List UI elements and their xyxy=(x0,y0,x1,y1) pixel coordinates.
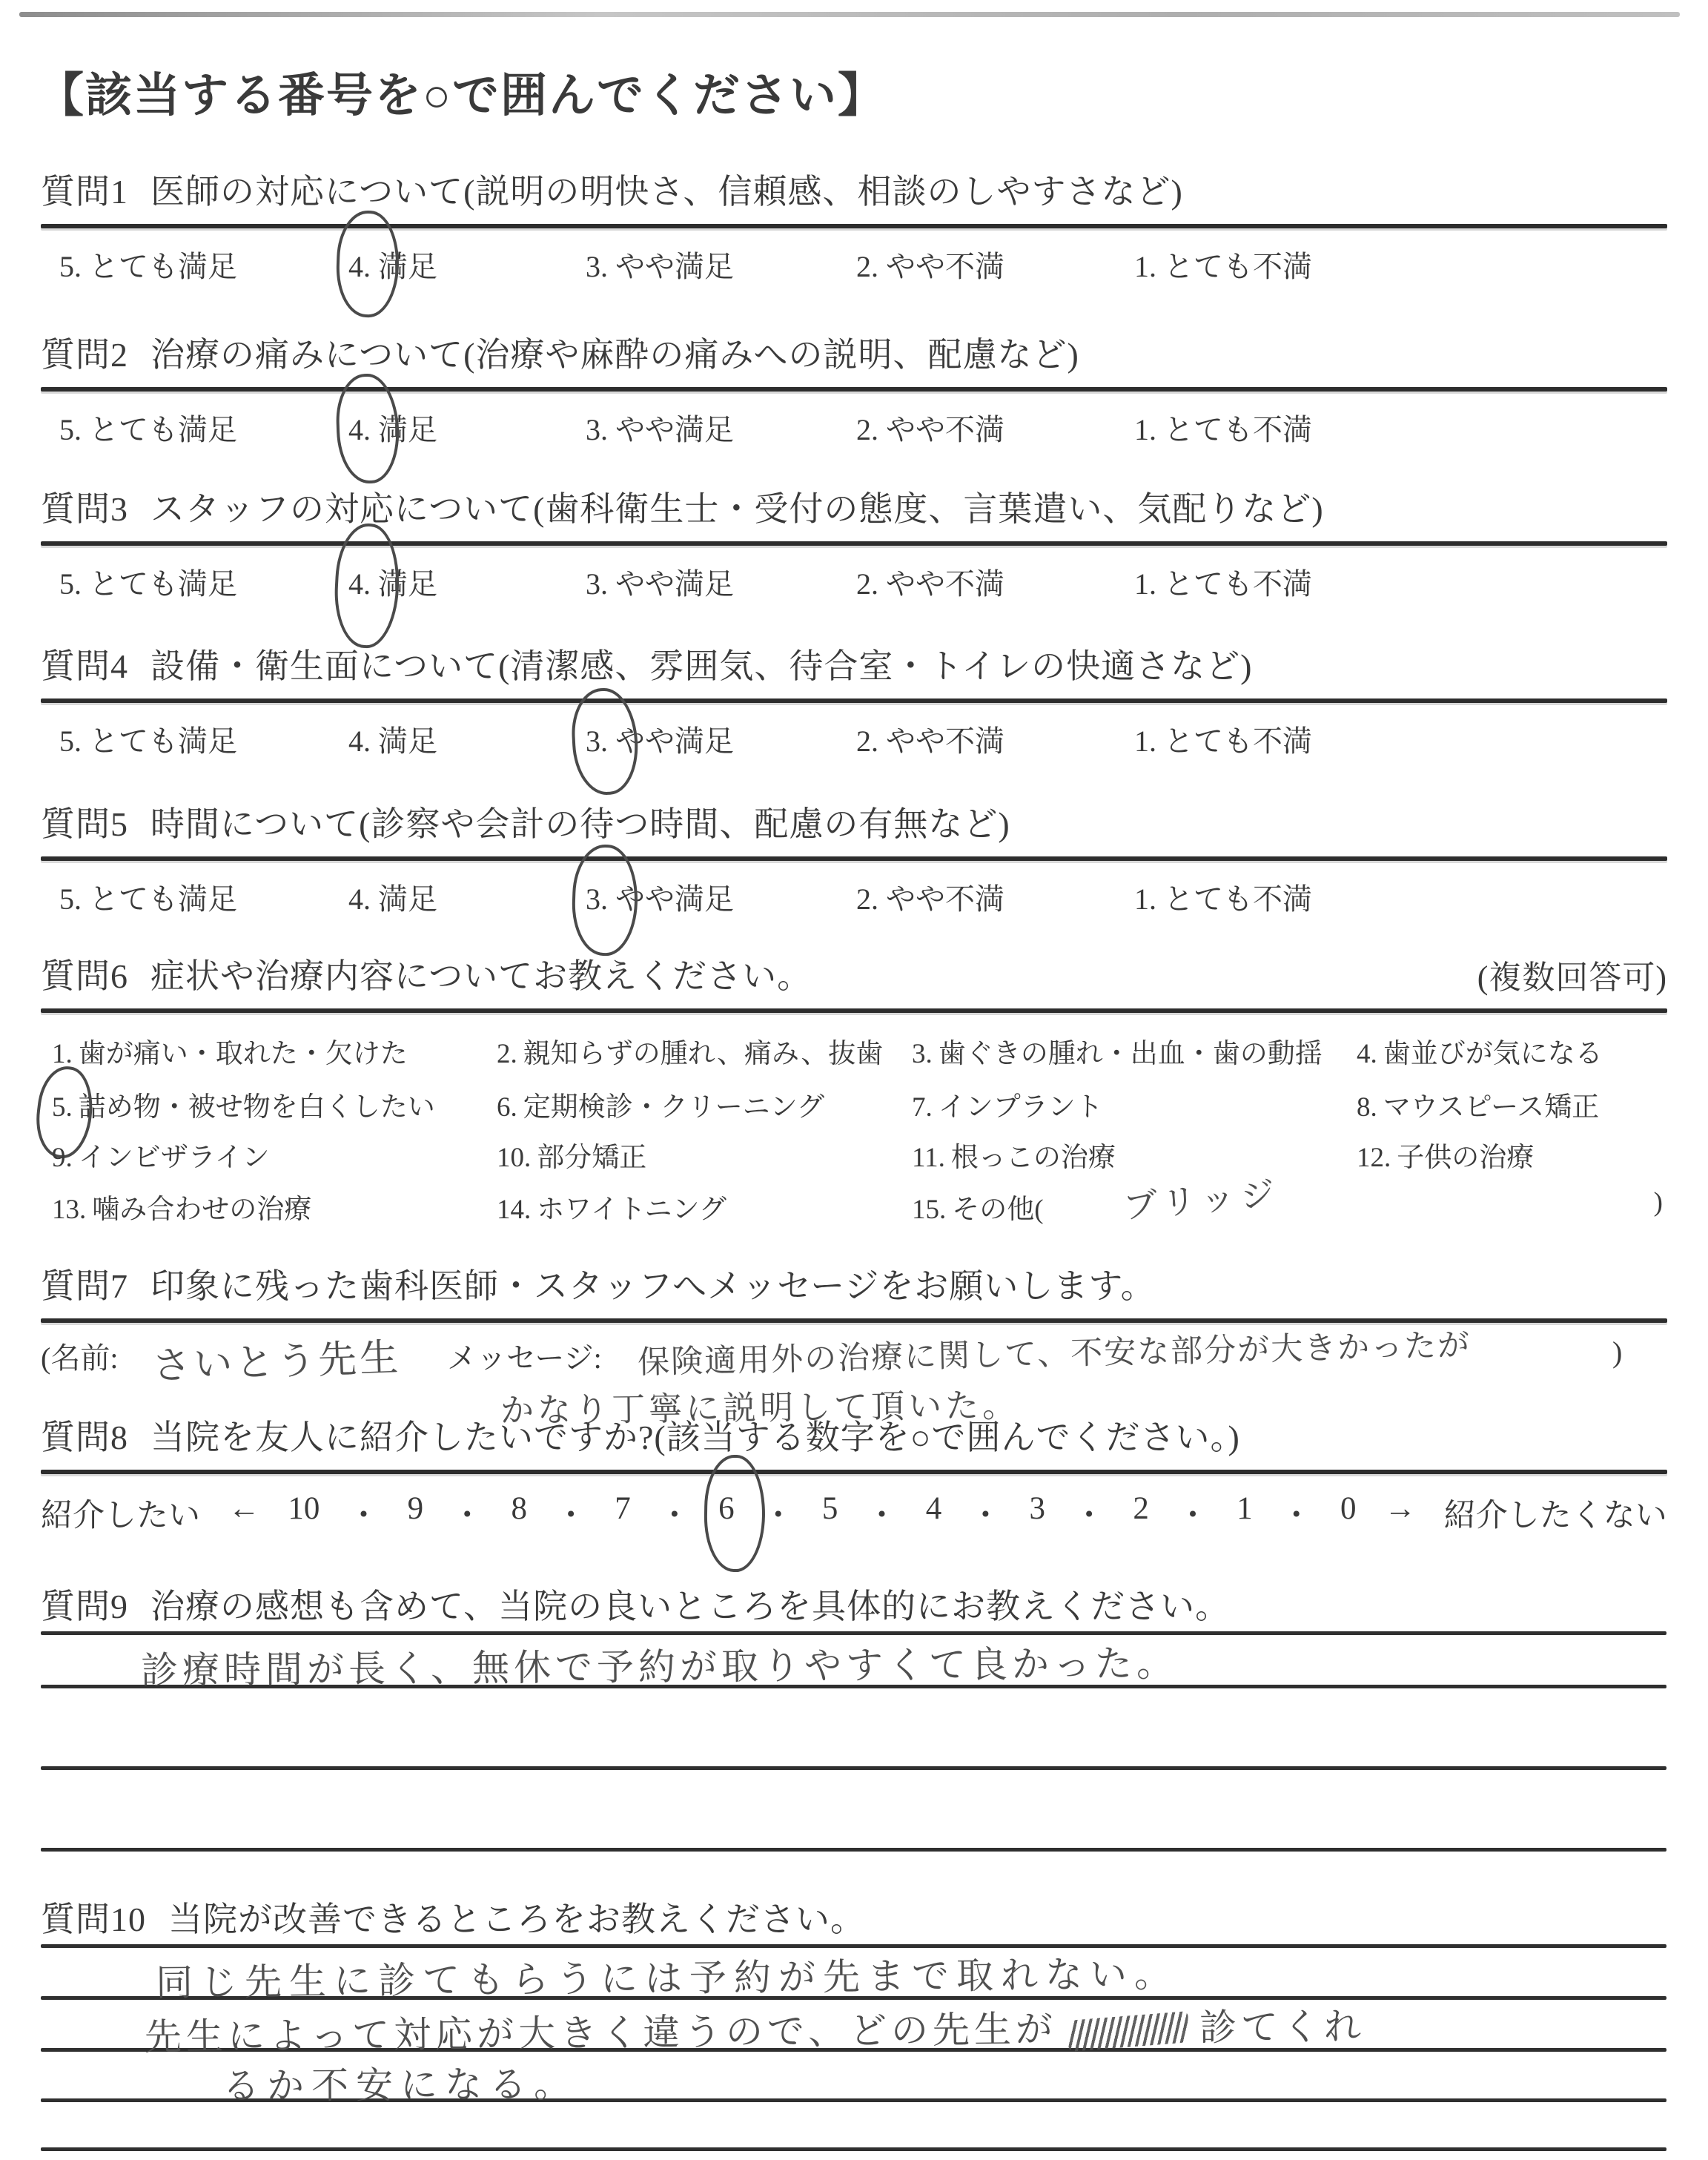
question-8-title-text: 当院を友人に紹介したいですか?(該当する数字を○で囲んでください。) xyxy=(150,1418,1240,1456)
divider-line xyxy=(41,387,1667,392)
multiple-answers-note: (複数回答可) xyxy=(1477,960,1667,996)
q8-number-3: 3 xyxy=(1029,1491,1045,1526)
q6-item-13: 13. 噛み合わせの治療 xyxy=(52,1195,312,1225)
divider-line xyxy=(41,1470,1667,1474)
question-6-number: 質問6 xyxy=(41,957,128,995)
q10-handwritten-line3: るか不安になる。 xyxy=(222,2062,579,2108)
q3-option-5: 5. とても満足 xyxy=(59,567,237,601)
question-7-title-text: 印象に残った歯科医師・スタッフへメッセージをお願いします。 xyxy=(150,1267,1156,1305)
q4-option-3-selected: 3. やや満足 xyxy=(586,718,734,760)
q6-item-5-selected: 5. 詰め物・被せ物を白くしたい xyxy=(52,1084,435,1124)
question-5-number: 質問5 xyxy=(41,805,128,843)
q6-item-15-other: 15. その他( xyxy=(912,1195,1044,1225)
question-7-number: 質問7 xyxy=(41,1267,128,1305)
q8-number-4: 4 xyxy=(925,1491,942,1526)
q4-option-1: 1. とても不満 xyxy=(1134,724,1312,758)
dot-separator: ・ xyxy=(1280,1499,1313,1533)
q6-item-6: 6. 定期検診・クリーニング xyxy=(497,1092,825,1123)
q6-item-11: 11. 根っこの治療 xyxy=(912,1143,1116,1173)
q4-option-5: 5. とても満足 xyxy=(59,724,237,758)
divider-line xyxy=(41,541,1667,546)
q8-number-2: 2 xyxy=(1133,1491,1149,1526)
question-9 xyxy=(41,1579,1667,1628)
question-5-header xyxy=(41,797,1667,846)
question-2 xyxy=(41,328,1667,454)
question-1-number: 質問1 xyxy=(41,173,128,211)
question-6-title-text: 症状や治療内容についてお教えください。 xyxy=(150,957,812,995)
question-4 xyxy=(41,639,1667,765)
question-4-number: 質問4 xyxy=(41,647,128,685)
question-10-number: 質問10 xyxy=(41,1900,146,1938)
q4-option-4: 4. 満足 xyxy=(348,724,437,758)
q3-rating-row xyxy=(41,561,1667,608)
q10-handwritten-line1: 同じ先生に診てもらうには予約が先まで取れない。 xyxy=(155,1952,1179,2005)
q8-right-label: 紹介したくない xyxy=(1443,1499,1667,1533)
q7-message-handwritten-line2: かなり丁寧に説明して頂いた。 xyxy=(500,1385,1020,1430)
dot-separator: ・ xyxy=(347,1499,380,1533)
q7-message-label: メッセージ: xyxy=(447,1341,602,1375)
answer-line xyxy=(41,2147,1666,2151)
q2-option-4-selected: 4. 満足 xyxy=(348,406,437,449)
question-9-number: 質問9 xyxy=(41,1588,128,1625)
q5-option-1: 1. とても不満 xyxy=(1134,882,1312,916)
q6-item-3: 3. 歯ぐきの腫れ・出血・歯の動揺 xyxy=(912,1039,1323,1069)
question-2-header xyxy=(41,328,1667,377)
divider-line xyxy=(41,698,1667,703)
q8-number-8: 8 xyxy=(511,1491,527,1526)
question-6-header xyxy=(41,949,1667,998)
q8-left-arrow: ← xyxy=(228,1491,260,1526)
scan-edge-line xyxy=(19,12,1680,17)
q10-line2-text-after: 診てくれ xyxy=(1199,2004,1366,2050)
q8-number-1: 1 xyxy=(1237,1491,1253,1526)
q5-option-3-selected: 3. やや満足 xyxy=(586,876,734,918)
q4-rating-row xyxy=(41,718,1667,765)
question-7 xyxy=(41,1259,1667,1430)
answer-line xyxy=(41,1848,1666,1852)
dot-separator: ・ xyxy=(451,1499,483,1533)
divider-line xyxy=(41,1008,1667,1013)
question-5-title-text: 時間について(診察や会計の待つ時間、配慮の有無など) xyxy=(150,805,1010,843)
q8-number-9: 9 xyxy=(407,1491,424,1526)
dot-separator: ・ xyxy=(762,1499,795,1533)
question-8-header xyxy=(41,1410,1667,1459)
question-3-header xyxy=(41,482,1667,531)
q2-option-2: 2. やや不満 xyxy=(856,413,1004,446)
q7-close-paren: ) xyxy=(1612,1335,1623,1369)
q1-option-2: 2. やや不満 xyxy=(856,250,1004,283)
question-1 xyxy=(41,165,1667,291)
q8-number-0: 0 xyxy=(1340,1491,1357,1526)
q8-number-7: 7 xyxy=(615,1491,631,1526)
dot-separator: ・ xyxy=(1073,1499,1105,1533)
q5-rating-row xyxy=(41,876,1667,923)
divider-line xyxy=(41,856,1667,861)
question-3 xyxy=(41,482,1667,608)
q8-left-label: 紹介したい xyxy=(41,1499,200,1533)
page-title: 【該当する番号を○で囲んでください】 xyxy=(37,70,887,122)
answer-line xyxy=(41,1631,1666,1635)
q2-option-3: 3. やや満足 xyxy=(586,413,734,446)
question-2-title-text: 治療の痛みについて(治療や麻酔の痛みへの説明、配慮など) xyxy=(150,336,1079,374)
q8-right-arrow: → xyxy=(1384,1491,1417,1526)
q8-nps-scale xyxy=(41,1490,1667,1536)
q1-rating-row xyxy=(41,243,1667,291)
question-9-title-text: 治療の感想も含めて、当院の良いところを具体的にお教えください。 xyxy=(150,1588,1231,1625)
q8-number-5: 5 xyxy=(821,1491,838,1526)
question-1-title-text: 医師の対応について(説明の明快さ、信頼感、相談のしやすさなど) xyxy=(150,173,1183,211)
q3-option-2: 2. やや不満 xyxy=(856,567,1004,601)
q4-option-2: 2. やや不満 xyxy=(856,724,1004,758)
q1-option-4-selected: 4. 満足 xyxy=(348,243,437,285)
crossed-out-word-scribble xyxy=(1068,2011,1188,2052)
divider-line xyxy=(41,224,1667,228)
question-10 xyxy=(41,1892,1667,1941)
q2-rating-row xyxy=(41,406,1667,454)
q1-option-1: 1. とても不満 xyxy=(1134,250,1312,283)
question-2-number: 質問2 xyxy=(41,336,128,374)
q6-item-9: 9. インビザライン xyxy=(52,1143,270,1173)
q3-option-1: 1. とても不満 xyxy=(1134,567,1312,601)
question-1-header xyxy=(41,165,1667,214)
question-8-number: 質問8 xyxy=(41,1418,128,1456)
q6-item-2: 2. 親知らずの腫れ、痛み、抜歯 xyxy=(497,1039,884,1069)
q2-option-1: 1. とても不満 xyxy=(1134,413,1312,446)
dot-separator: ・ xyxy=(969,1499,1002,1533)
question-3-number: 質問3 xyxy=(41,490,128,528)
q6-item-10: 10. 部分矯正 xyxy=(497,1143,647,1173)
q5-option-5: 5. とても満足 xyxy=(59,882,237,916)
q6-item-14: 14. ホワイトニング xyxy=(497,1195,726,1225)
q6-other-close-paren: ) xyxy=(1653,1187,1663,1218)
q6-item-8: 8. マウスピース矯正 xyxy=(1357,1092,1600,1123)
question-10-title-text: 当院が改善できるところをお教えください。 xyxy=(168,1900,865,1938)
q6-item-7: 7. インプラント xyxy=(912,1092,1103,1123)
q10-handwritten-line2 xyxy=(145,1997,1366,2061)
question-7-header xyxy=(41,1259,1667,1308)
question-9-header xyxy=(41,1579,1667,1628)
q6-other-handwritten-answer: ブリッジ xyxy=(1122,1172,1282,1227)
question-8 xyxy=(41,1410,1667,1536)
question-6 xyxy=(41,949,1667,1261)
q5-option-2: 2. やや不満 xyxy=(856,882,1004,916)
q6-item-1: 1. 歯が痛い・取れた・欠けた xyxy=(52,1039,408,1069)
q7-message-handwritten-line1: 保険適用外の治療に関して、不安な部分が大きかったが xyxy=(637,1327,1472,1381)
q6-choices-grid xyxy=(41,1031,1667,1261)
q3-option-4-selected: 4. 満足 xyxy=(348,561,437,603)
question-5 xyxy=(41,797,1667,923)
dot-separator: ・ xyxy=(658,1499,691,1533)
dot-separator: ・ xyxy=(1176,1499,1209,1533)
q1-option-5: 5. とても満足 xyxy=(59,250,237,283)
dot-separator: ・ xyxy=(866,1499,898,1533)
question-4-header xyxy=(41,639,1667,688)
q7-name-label: (名前: xyxy=(41,1341,119,1375)
q9-handwritten-answer: 診療時間が長く、無休で予約が取りやすくて良かった。 xyxy=(140,1642,1179,1692)
q2-option-5: 5. とても満足 xyxy=(59,413,237,446)
question-3-title-text: スタッフの対応について(歯科衛生士・受付の態度、言葉遣い、気配りなど) xyxy=(150,490,1324,528)
question-10-header xyxy=(41,1892,1667,1941)
q3-option-3: 3. やや満足 xyxy=(586,567,734,601)
q6-item-4: 4. 歯並びが気になる xyxy=(1357,1039,1603,1069)
dot-separator: ・ xyxy=(555,1499,587,1533)
q8-number-10: 10 xyxy=(288,1491,320,1526)
q7-name-handwritten: さいとう先生 xyxy=(151,1335,403,1389)
q5-option-4: 4. 満足 xyxy=(348,882,437,916)
q1-option-3: 3. やや満足 xyxy=(586,250,734,283)
question-4-title-text: 設備・衛生面について(清潔感、雰囲気、待合室・トイレの快適さなど) xyxy=(150,647,1253,685)
answer-line xyxy=(41,1766,1666,1770)
q6-item-12: 12. 子供の治療 xyxy=(1357,1143,1535,1173)
q8-number-6-selected: 6 xyxy=(718,1490,735,1527)
q10-line2-text-before: 先生によって対応が大きく違うので、どの先生が xyxy=(144,2007,1058,2059)
